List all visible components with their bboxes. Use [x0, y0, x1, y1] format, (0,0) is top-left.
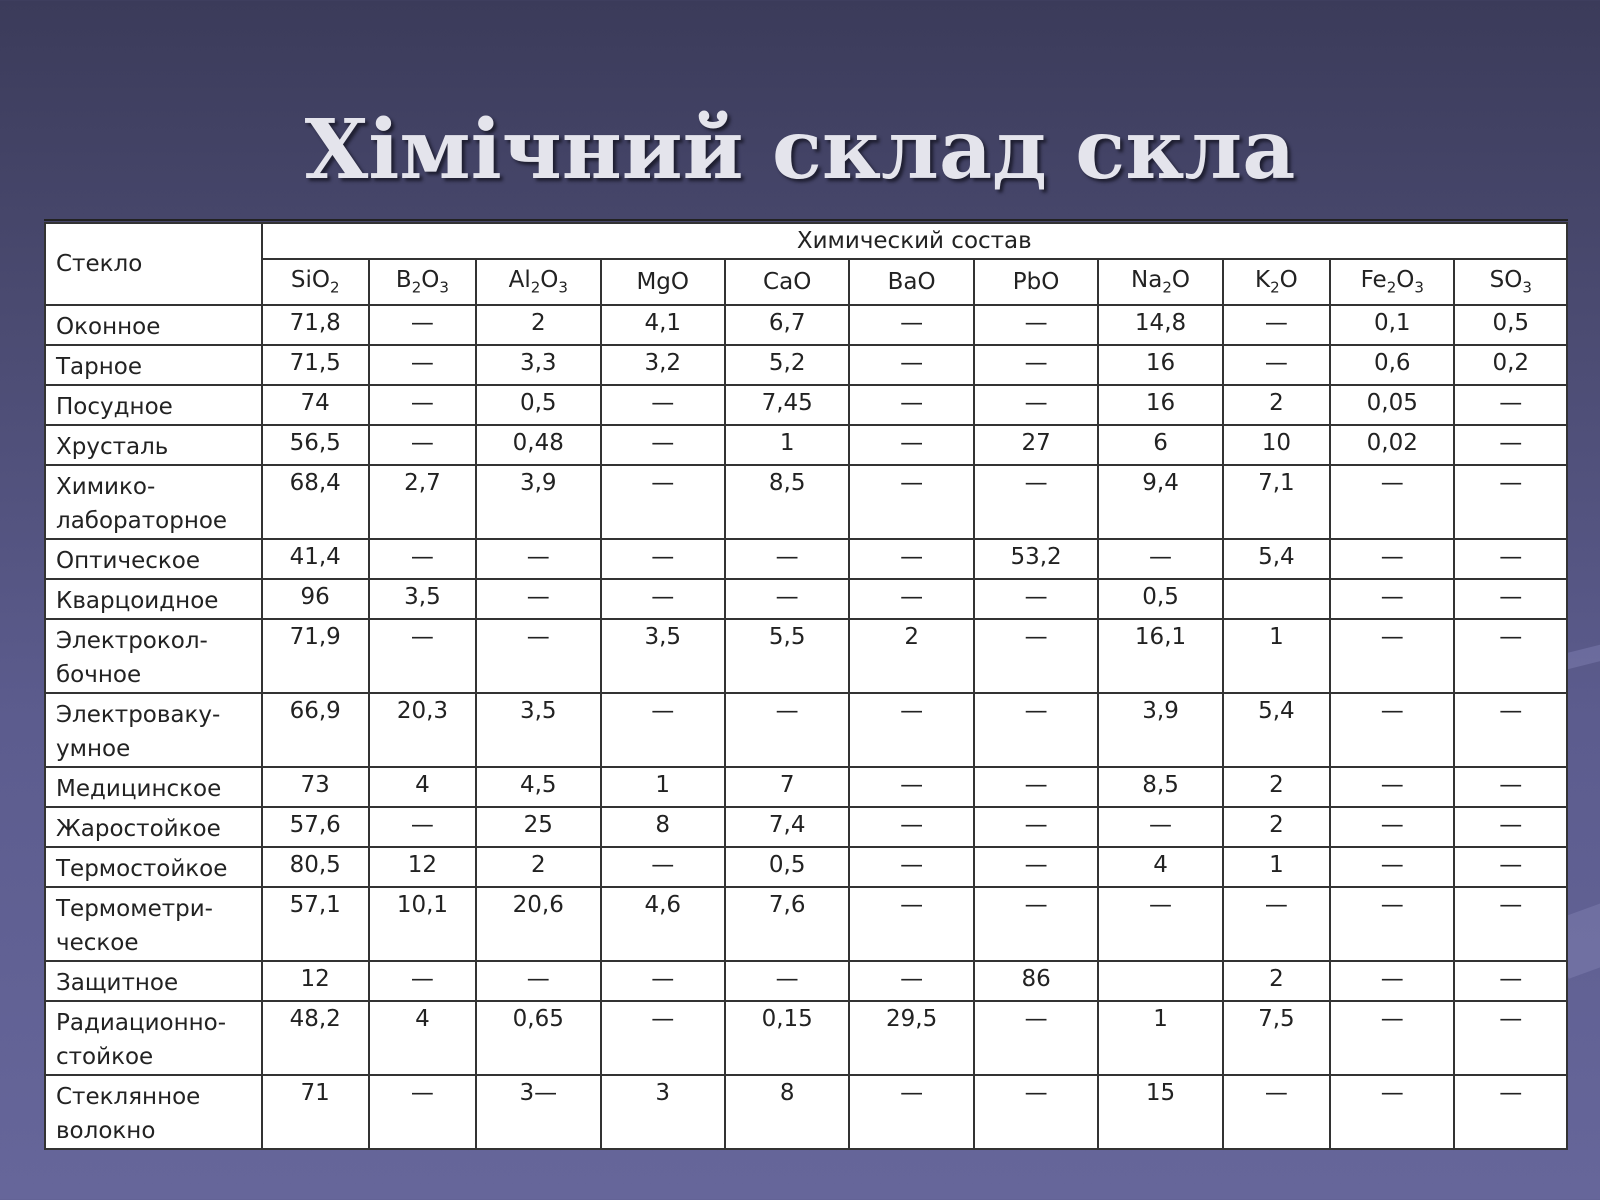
value-cell: — [849, 807, 973, 847]
column-header: BaO [849, 259, 973, 305]
value-cell: 16 [1098, 345, 1222, 385]
value-cell: — [369, 425, 476, 465]
value-cell: 0,5 [476, 385, 600, 425]
value-cell: — [1454, 425, 1567, 465]
value-cell: 4 [369, 767, 476, 807]
glass-type-cell: Стеклянное волокно [45, 1075, 262, 1149]
value-cell: 7,1 [1223, 465, 1330, 539]
value-cell: 12 [262, 961, 369, 1001]
value-cell: 6,7 [725, 305, 849, 345]
value-cell: 8 [725, 1075, 849, 1149]
value-cell: 8 [601, 807, 725, 847]
value-cell: 71,5 [262, 345, 369, 385]
value-cell: — [1330, 807, 1454, 847]
value-cell: — [974, 767, 1098, 807]
value-cell: 0,15 [725, 1001, 849, 1075]
value-cell: — [1330, 961, 1454, 1001]
value-cell: — [974, 847, 1098, 887]
value-cell: 3,5 [369, 579, 476, 619]
value-cell: 10,1 [369, 887, 476, 961]
value-cell: 0,1 [1330, 305, 1454, 345]
value-cell: — [1454, 887, 1567, 961]
table-row [45, 425, 1567, 465]
value-cell: — [1223, 345, 1330, 385]
value-cell [1223, 579, 1330, 619]
glass-type-cell: Кварцоидное [45, 579, 262, 619]
value-cell: 0,5 [1098, 579, 1222, 619]
value-cell: — [1223, 305, 1330, 345]
value-cell: — [1330, 619, 1454, 693]
slide-title: Хімічний склад скла [304, 102, 1296, 198]
value-cell: 0,2 [1454, 345, 1567, 385]
value-cell: 1 [1223, 847, 1330, 887]
value-cell: 0,5 [1454, 305, 1567, 345]
table-body [45, 305, 1567, 1149]
value-cell: 3,5 [476, 693, 600, 767]
value-cell: — [369, 1075, 476, 1149]
value-cell: — [1330, 847, 1454, 887]
glass-type-cell: Оптическое [45, 539, 262, 579]
value-cell: 57,1 [262, 887, 369, 961]
table-row [45, 847, 1567, 887]
value-cell: — [601, 385, 725, 425]
column-header: $B_2O_3$ [369, 259, 476, 305]
value-cell: 4,5 [476, 767, 600, 807]
value-cell: 96 [262, 579, 369, 619]
value-cell: 66,9 [262, 693, 369, 767]
value-cell: 2 [476, 847, 600, 887]
value-cell: — [974, 887, 1098, 961]
value-cell: — [369, 619, 476, 693]
value-cell: 1 [601, 767, 725, 807]
table-row [45, 345, 1567, 385]
value-cell: 10 [1223, 425, 1330, 465]
value-cell: 2 [476, 305, 600, 345]
value-cell: 0,05 [1330, 385, 1454, 425]
value-cell: 41,4 [262, 539, 369, 579]
value-cell: — [1454, 693, 1567, 767]
value-cell: 2 [1223, 807, 1330, 847]
value-cell: — [974, 579, 1098, 619]
value-cell: 16 [1098, 385, 1222, 425]
value-cell: — [476, 539, 600, 579]
value-cell: 73 [262, 767, 369, 807]
value-cell: — [849, 465, 973, 539]
value-cell: — [974, 345, 1098, 385]
value-cell: — [1098, 887, 1222, 961]
value-cell: 71 [262, 1075, 369, 1149]
composition-table-container [44, 222, 1568, 1150]
column-header: MgO [601, 259, 725, 305]
value-cell: 0,6 [1330, 345, 1454, 385]
value-cell: 1 [1098, 1001, 1222, 1075]
value-cell: — [974, 465, 1098, 539]
table-row [45, 539, 1567, 579]
table-row [45, 807, 1567, 847]
value-cell: — [476, 579, 600, 619]
table-row [45, 693, 1567, 767]
value-cell: — [369, 539, 476, 579]
table-top-rule [44, 219, 1568, 221]
value-cell: 4,1 [601, 305, 725, 345]
value-cell: — [849, 539, 973, 579]
value-cell: 53,2 [974, 539, 1098, 579]
value-cell: — [1223, 1075, 1330, 1149]
value-cell: — [1330, 1075, 1454, 1149]
value-cell: 74 [262, 385, 369, 425]
value-cell: 3 [601, 1075, 725, 1149]
glass-type-cell: Термостойкое [45, 847, 262, 887]
value-cell: 15 [1098, 1075, 1222, 1149]
value-cell: — [725, 961, 849, 1001]
value-cell: — [601, 693, 725, 767]
value-cell: — [849, 767, 973, 807]
value-cell: — [1454, 1001, 1567, 1075]
glass-type-cell: Жаростойкое [45, 807, 262, 847]
glass-type-cell: Тарное [45, 345, 262, 385]
value-cell: — [601, 961, 725, 1001]
value-cell: — [1454, 579, 1567, 619]
value-cell: 3,2 [601, 345, 725, 385]
value-cell: 2 [1223, 961, 1330, 1001]
table-row [45, 887, 1567, 961]
column-header-row [45, 259, 1567, 305]
value-cell: — [849, 425, 973, 465]
value-cell: — [601, 539, 725, 579]
value-cell: 8,5 [1098, 767, 1222, 807]
value-cell: 86 [974, 961, 1098, 1001]
value-cell: 7,6 [725, 887, 849, 961]
glass-type-cell: Электроваку- умное [45, 693, 262, 767]
value-cell: — [725, 539, 849, 579]
value-cell: 8,5 [725, 465, 849, 539]
value-cell: 2 [849, 619, 973, 693]
value-cell: — [601, 1001, 725, 1075]
value-cell: — [1098, 807, 1222, 847]
column-header: $Fe_2O_3$ [1330, 259, 1454, 305]
glass-type-cell: Химико- лабораторное [45, 465, 262, 539]
glass-type-cell: Посудное [45, 385, 262, 425]
value-cell: — [1098, 539, 1222, 579]
glass-type-cell: Оконное [45, 305, 262, 345]
value-cell: 5,2 [725, 345, 849, 385]
glass-type-cell: Защитное [45, 961, 262, 1001]
value-cell: — [1454, 1075, 1567, 1149]
value-cell: — [849, 1075, 973, 1149]
value-cell: — [601, 579, 725, 619]
value-cell: — [601, 847, 725, 887]
value-cell: 2 [1223, 767, 1330, 807]
value-cell: 6 [1098, 425, 1222, 465]
column-header: $SO_3$ [1454, 259, 1567, 305]
value-cell: 3,3 [476, 345, 600, 385]
value-cell: — [1330, 1001, 1454, 1075]
value-cell: — [1454, 847, 1567, 887]
value-cell: 1 [1223, 619, 1330, 693]
value-cell: 71,9 [262, 619, 369, 693]
glass-type-cell: Термометри- ческое [45, 887, 262, 961]
value-cell: — [974, 1001, 1098, 1075]
value-cell: — [1454, 539, 1567, 579]
table-row [45, 1075, 1567, 1149]
composition-group-header: Химический состав [262, 223, 1567, 259]
table-row [45, 579, 1567, 619]
value-cell: 4 [369, 1001, 476, 1075]
value-cell: — [1330, 579, 1454, 619]
value-cell: 3— [476, 1075, 600, 1149]
glass-type-cell: Радиационно- стойкое [45, 1001, 262, 1075]
value-cell: — [849, 385, 973, 425]
table-row [45, 305, 1567, 345]
value-cell: 3,9 [1098, 693, 1222, 767]
value-cell: — [849, 305, 973, 345]
value-cell: — [974, 619, 1098, 693]
value-cell: — [1330, 693, 1454, 767]
value-cell: — [369, 961, 476, 1001]
table-row [45, 961, 1567, 1001]
value-cell: — [601, 465, 725, 539]
value-cell: 0,48 [476, 425, 600, 465]
value-cell: 71,8 [262, 305, 369, 345]
value-cell: — [725, 693, 849, 767]
value-cell: 0,5 [725, 847, 849, 887]
table-row [45, 385, 1567, 425]
value-cell: — [369, 345, 476, 385]
column-header: $Al_2O_3$ [476, 259, 600, 305]
value-cell: 27 [974, 425, 1098, 465]
value-cell: 3,5 [601, 619, 725, 693]
value-cell: 5,5 [725, 619, 849, 693]
value-cell: — [849, 887, 973, 961]
value-cell: — [369, 385, 476, 425]
value-cell: — [1330, 465, 1454, 539]
glass-type-header: Стекло [45, 223, 262, 305]
value-cell: 7 [725, 767, 849, 807]
column-header: SiO$_2$ [262, 259, 369, 305]
value-cell: 29,5 [849, 1001, 973, 1075]
value-cell: 48,2 [262, 1001, 369, 1075]
value-cell: 20,3 [369, 693, 476, 767]
value-cell: — [849, 579, 973, 619]
column-header: PbO [974, 259, 1098, 305]
value-cell: — [849, 961, 973, 1001]
glass-type-cell: Электрокол- бочное [45, 619, 262, 693]
value-cell: 2 [1223, 385, 1330, 425]
value-cell: — [369, 807, 476, 847]
table-row [45, 767, 1567, 807]
value-cell: — [974, 693, 1098, 767]
value-cell: 16,1 [1098, 619, 1222, 693]
value-cell: — [369, 305, 476, 345]
value-cell: — [974, 385, 1098, 425]
value-cell: — [1454, 767, 1567, 807]
value-cell: 7,4 [725, 807, 849, 847]
value-cell: — [476, 961, 600, 1001]
value-cell: — [1454, 961, 1567, 1001]
value-cell: 12 [369, 847, 476, 887]
value-cell: — [1330, 887, 1454, 961]
value-cell: 0,65 [476, 1001, 600, 1075]
composition-table [44, 222, 1568, 1150]
value-cell: 3,9 [476, 465, 600, 539]
value-cell: — [601, 425, 725, 465]
value-cell: — [1454, 619, 1567, 693]
value-cell: 20,6 [476, 887, 600, 961]
value-cell: 9,4 [1098, 465, 1222, 539]
value-cell: — [1454, 465, 1567, 539]
value-cell: — [849, 345, 973, 385]
table-row [45, 619, 1567, 693]
value-cell: — [1454, 385, 1567, 425]
value-cell: — [974, 807, 1098, 847]
value-cell: 5,4 [1223, 693, 1330, 767]
value-cell: 80,5 [262, 847, 369, 887]
value-cell: 1 [725, 425, 849, 465]
value-cell: — [974, 1075, 1098, 1149]
value-cell: — [1454, 807, 1567, 847]
value-cell: — [849, 847, 973, 887]
glass-type-cell: Хрусталь [45, 425, 262, 465]
value-cell: 7,5 [1223, 1001, 1330, 1075]
value-cell: — [1330, 767, 1454, 807]
value-cell: — [1223, 887, 1330, 961]
value-cell: — [1330, 539, 1454, 579]
value-cell: 2,7 [369, 465, 476, 539]
value-cell: 4,6 [601, 887, 725, 961]
value-cell: 56,5 [262, 425, 369, 465]
column-header: $K_2O$ [1223, 259, 1330, 305]
value-cell: 5,4 [1223, 539, 1330, 579]
value-cell: 4 [1098, 847, 1222, 887]
value-cell: — [476, 619, 600, 693]
value-cell [1098, 961, 1222, 1001]
value-cell: — [974, 305, 1098, 345]
table-row [45, 465, 1567, 539]
value-cell: 7,45 [725, 385, 849, 425]
table-row [45, 1001, 1567, 1075]
column-header: $Na_2O$ [1098, 259, 1222, 305]
value-cell: 57,6 [262, 807, 369, 847]
value-cell: 25 [476, 807, 600, 847]
value-cell: — [725, 579, 849, 619]
value-cell: — [849, 693, 973, 767]
column-header: CaO [725, 259, 849, 305]
glass-type-cell: Медицинское [45, 767, 262, 807]
value-cell: 14,8 [1098, 305, 1222, 345]
value-cell: 68,4 [262, 465, 369, 539]
value-cell: 0,02 [1330, 425, 1454, 465]
